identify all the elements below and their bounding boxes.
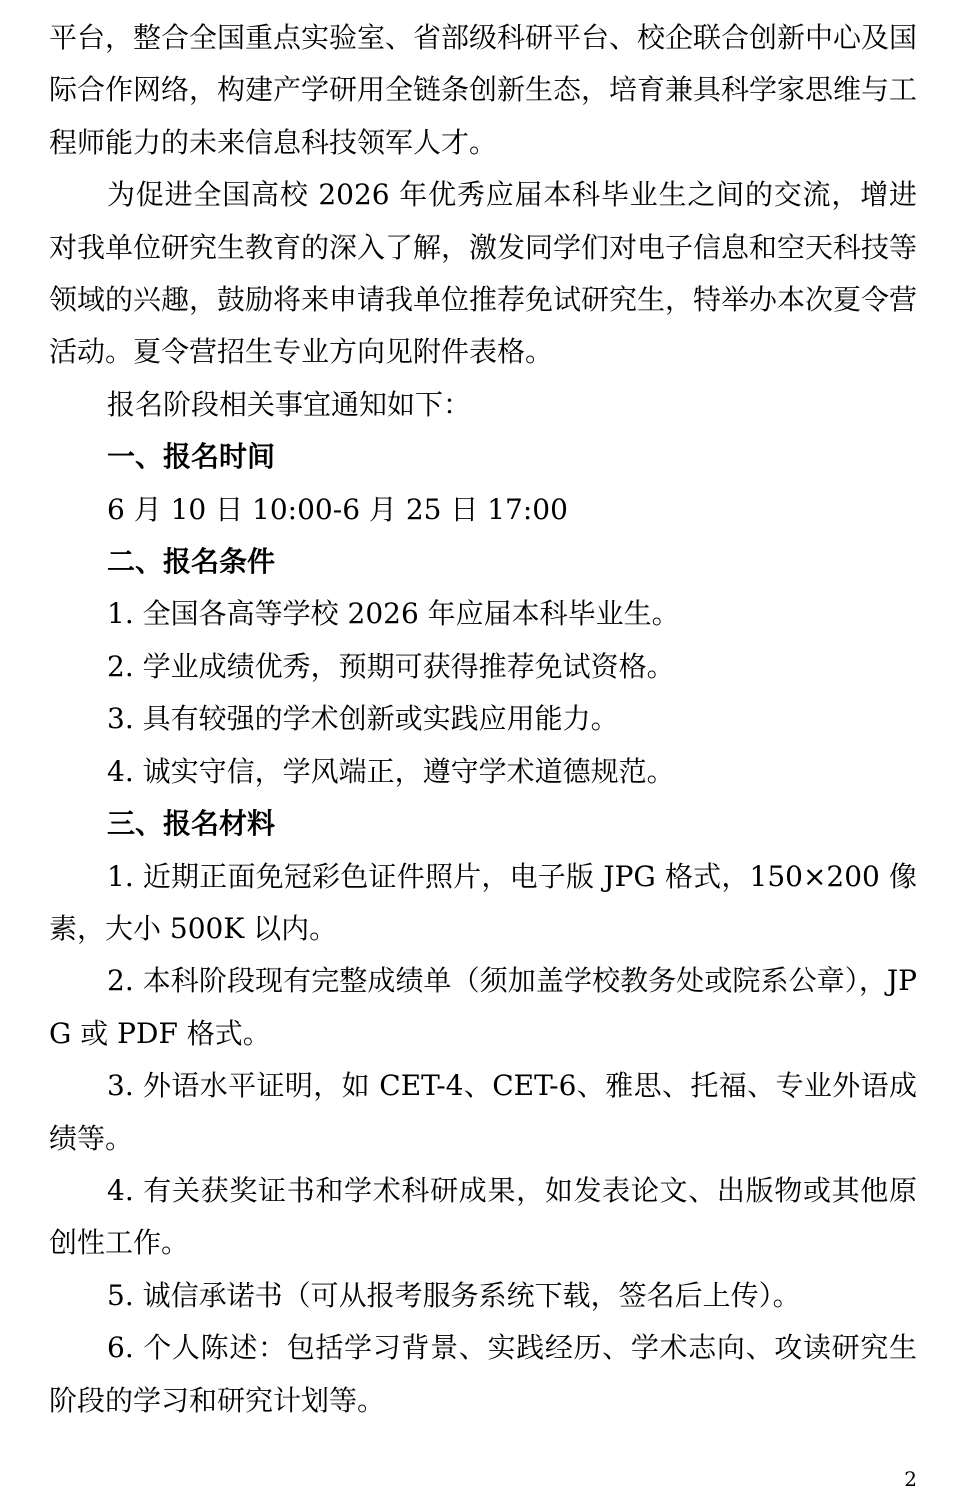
section-heading-registration-time: 一、报名时间 <box>107 440 276 474</box>
paragraph-intro-continuation: 平台，整合全国重点实验室、省部级科研平台、校企联合创新中心及国际合作网络，构建产学研用全链条创新生态，培育兼具科学家思维与工程师能力的未来信息科技领军人才。 <box>49 21 918 159</box>
section-heading-registration-materials: 三、报名材料 <box>107 807 276 841</box>
material-item-4: 4. 有关获奖证书和学术科研成果，如发表论文、出版物或其他原创性工作。 <box>49 1173 917 1260</box>
material-item-1: 1. 近期正面免冠彩色证件照片，电子版 JPG 格式，150×200 像素，大小 500K 以内。 <box>49 859 917 945</box>
material-item-3: 3. 外语水平证明，如 CET-4、CET-6、雅思、托福、专业外语成绩等。 <box>49 1069 917 1155</box>
document-body <box>49 12 917 1427</box>
condition-item-2: 2. 学业成绩优秀，预期可获得推荐免试资格。 <box>107 649 675 683</box>
section-heading-registration-conditions: 二、报名条件 <box>107 545 276 579</box>
page-number: 2 <box>904 1467 917 1491</box>
material-item-5: 5. 诚信承诺书（可从报考服务系统下载，签名后上传）。 <box>107 1278 801 1312</box>
material-item-2: 2. 本科阶段现有完整成绩单（须加盖学校教务处或院系公章），JPG 或 PDF 格式。 <box>49 964 917 1050</box>
material-item-6: 6. 个人陈述：包括学习背景、实践经历、学术志向、攻读研究生阶段的学习和研究计划等。 <box>49 1331 917 1417</box>
paragraph-summer-camp-purpose: 为促进全国高校 2026 年优秀应届本科毕业生之间的交流，增进对我单位研究生教育的深入了解，激发同学们对电子信息和空天科技等领域的兴趣，鼓励将来申请我单位推荐免试研究生，特举办本次夏令营活动。夏令营招生专业方向见附件表格。 <box>49 178 918 369</box>
paragraph-registration-time: 6 月 10 日 10:00-6 月 25 日 17:00 <box>107 492 568 526</box>
paragraph-registration-intro: 报名阶段相关事宜通知如下： <box>107 387 472 421</box>
condition-item-1: 1. 全国各高等学校 2026 年应届本科毕业生。 <box>107 597 680 631</box>
condition-item-3: 3. 具有较强的学术创新或实践应用能力。 <box>107 702 619 736</box>
condition-item-4: 4. 诚实守信，学风端正，遵守学术道德规范。 <box>107 754 675 788</box>
